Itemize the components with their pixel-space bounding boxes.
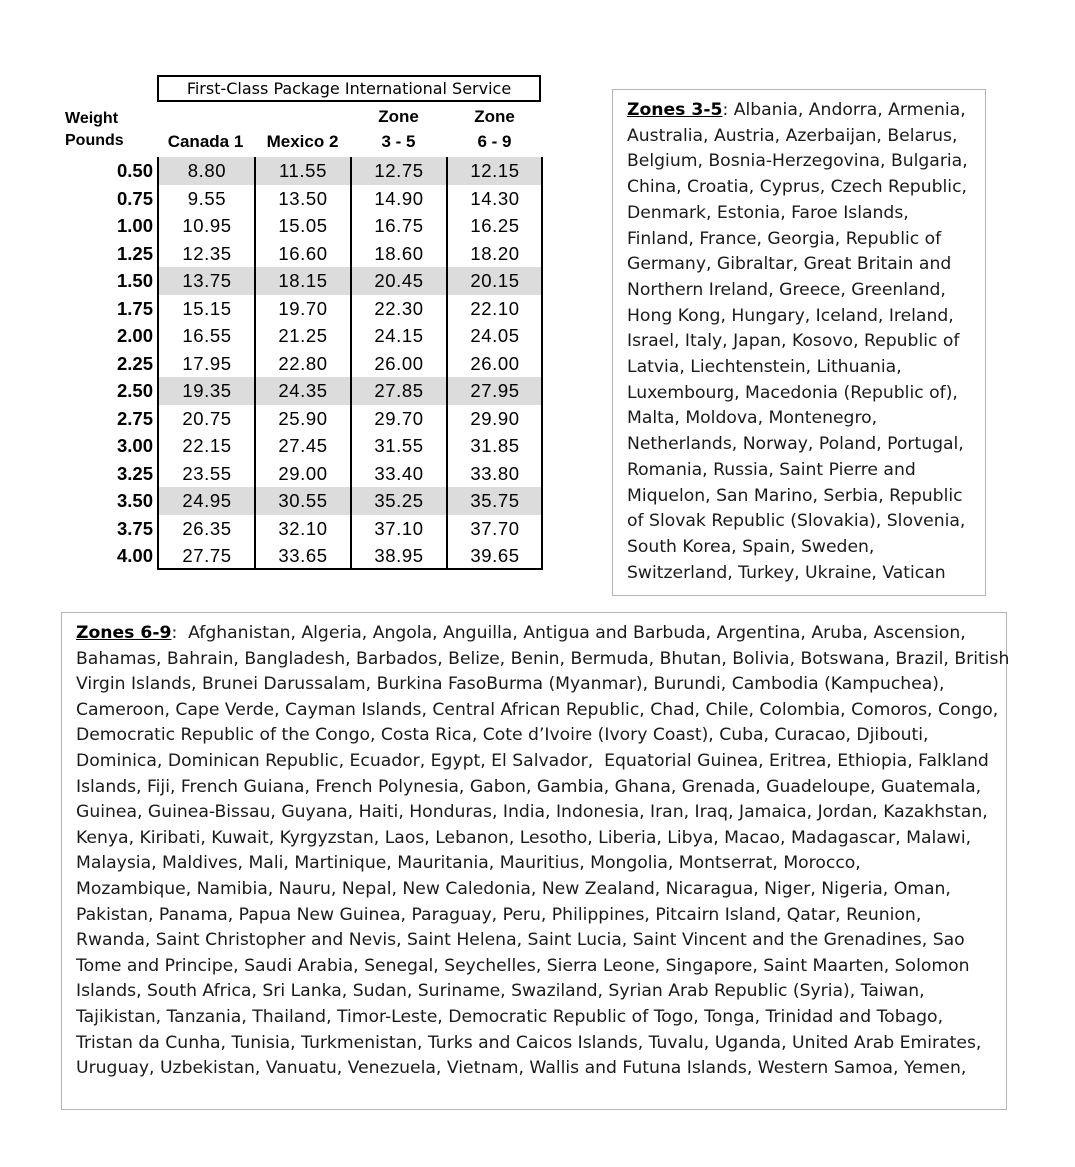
weight-label: 0.50 (116, 160, 153, 181)
zone-country-line: Germany, Gibraltar, Great Britain and (627, 254, 952, 275)
rate-table (157, 157, 543, 570)
rate-cell: 15.05 (278, 215, 328, 236)
rate-cell: 14.30 (470, 187, 520, 209)
zone-country-line (76, 621, 998, 647)
zones-3-5-country-list (627, 98, 977, 586)
rate-cell: 9.55 (187, 187, 227, 209)
rate-cell: 24.95 (182, 490, 232, 511)
rate-cell: 17.95 (182, 352, 232, 374)
rate-cell: 16.25 (470, 215, 520, 236)
zone-country-text: : Afghanistan, Algeria, Angola, Anguilla, Antigua and Barbuda, Argentina, Aruba, Ascension, (171, 623, 966, 643)
column-header-line1: Zone (474, 107, 515, 126)
column-header-line1 (157, 104, 254, 129)
rate-cell: 29.00 (278, 462, 328, 484)
rate-cell: 12.35 (182, 242, 232, 264)
rate-cell: 35.25 (374, 490, 424, 511)
zone-country-line: Islands, South Africa, Sri Lanka, Sudan, Suriname, Swaziland, Syrian Arab Republic (Syria), Taiwan, (76, 981, 925, 1002)
rate-cell: 33.80 (470, 462, 520, 484)
zone-country-line: Latvia, Liechtenstein, Lithuania, (627, 357, 902, 378)
rate-cell: 33.40 (374, 462, 424, 484)
zone-country-line: Tristan da Cunha, Tunisia, Turkmenistan, Turks and Caicos Islands, Tuvalu, Uganda, United Arab Emirates, (76, 1032, 982, 1053)
weight-header-line1: Weight (65, 110, 119, 127)
rate-cell: 30.55 (278, 490, 328, 511)
column-header-line1: Zone (378, 107, 419, 126)
column-header-line1 (254, 104, 351, 129)
rate-cell: 25.90 (278, 407, 328, 429)
zone-country-line: Kenya, Kiribati, Kuwait, Kyrgyzstan, Laos, Lebanon, Lesotho, Liberia, Libya, Macao, Madagascar, Malawi, (76, 827, 972, 848)
zone-country-line (627, 98, 977, 124)
rate-cell: 32.10 (278, 517, 328, 539)
weight-label: 1.00 (116, 215, 153, 236)
rate-cell: 18.15 (278, 270, 328, 291)
rate-cell: 20.15 (470, 270, 520, 291)
rate-cell: 35.75 (470, 490, 520, 511)
rate-cell: 18.20 (470, 242, 520, 264)
zone-country-line: Guinea, Guinea-Bissau, Guyana, Haiti, Honduras, India, Indonesia, Iran, Iraq, Jamaica, Jordan, Kazakhstan, (76, 802, 988, 823)
zone-country-line: Tajikistan, Tanzania, Thailand, Timor-Leste, Democratic Republic of Togo, Tonga, Trinidad and Tobago, (76, 1006, 944, 1027)
rate-cell: 19.35 (182, 380, 232, 401)
zone-country-line: Switzerland, Turkey, Ukraine, Vatican (627, 562, 946, 583)
rate-cell: 27.95 (470, 380, 520, 401)
rate-cell: 13.50 (278, 187, 328, 209)
rate-cell: 24.15 (374, 325, 424, 346)
zone-country-line: Miquelon, San Marino, Serbia, Republic (627, 485, 963, 506)
column-header-line2: Canada 1 (167, 132, 244, 151)
rate-cell: 27.75 (182, 545, 232, 566)
rate-cell: 12.15 (470, 160, 520, 181)
zone-country-line: Democratic Republic of the Congo, Costa Rica, Cote d’Ivoire (Ivory Coast), Cuba, Curacao, Djibouti, (76, 725, 929, 746)
rate-cell: 22.15 (182, 435, 232, 456)
rate-cell: 11.55 (279, 160, 327, 181)
weight-label: 1.50 (116, 270, 153, 291)
rate-cell: 26.35 (182, 517, 232, 539)
weight-label: 2.50 (116, 380, 153, 401)
rate-cell: 13.75 (182, 270, 232, 291)
rate-cell: 29.90 (470, 407, 520, 429)
rate-cell: 21.25 (278, 325, 328, 346)
rate-cell: 26.00 (470, 352, 520, 374)
zone-country-line: Australia, Austria, Azerbaijan, Belarus, (627, 125, 958, 146)
zone-country-line: Cameroon, Cape Verde, Cayman Islands, Central African Republic, Chad, Chile, Colombia, Comoros, Congo, (76, 699, 999, 720)
zone-country-line: Tome and Principe, Saudi Arabia, Senegal, Seychelles, Sierra Leone, Singapore, Saint Maarten, Solomon (76, 955, 970, 976)
zones-6-9-box (61, 612, 1010, 1110)
weight-header-line2: Pounds (65, 132, 124, 149)
zone-country-line: Hong Kong, Hungary, Iceland, Ireland, (627, 305, 954, 326)
rate-cell: 27.85 (374, 380, 424, 401)
weight-label: 3.75 (116, 517, 153, 539)
rate-cell: 31.55 (374, 435, 424, 456)
zone-country-line: Dominica, Dominican Republic, Ecuador, Egypt, El Salvador, Equatorial Guinea, Eritrea, Ethiopia, Falkland (76, 750, 989, 771)
column-header-mexico (254, 104, 351, 154)
rate-cell: 8.80 (187, 160, 227, 181)
column-header-zone-3-5 (350, 104, 447, 154)
rate-cell: 27.45 (278, 435, 328, 456)
rate-cell: 18.60 (374, 242, 424, 264)
zone-country-line: China, Croatia, Cyprus, Czech Republic, (627, 177, 967, 198)
rate-cell: 19.70 (278, 297, 328, 319)
column-header-line2: 6 - 9 (477, 132, 512, 151)
rate-cell: 15.15 (182, 297, 232, 319)
weight-label: 2.75 (116, 407, 153, 429)
column-divider (446, 157, 448, 568)
weight-label: 4.00 (116, 545, 153, 566)
weight-label: 2.00 (116, 325, 153, 346)
column-header-line2: Mexico 2 (266, 132, 339, 151)
rate-cell: 12.75 (374, 160, 424, 181)
zone-label: Zones 3-5 (627, 100, 723, 120)
rate-cell: 24.35 (278, 380, 328, 401)
rate-cell: 16.75 (374, 215, 424, 236)
zone-country-line: Rwanda, Saint Christopher and Nevis, Saint Helena, Saint Lucia, Saint Vincent and the Grenadines, Sao (76, 930, 965, 951)
rate-cell: 38.95 (374, 545, 424, 566)
zones-6-9-country-list (76, 621, 1010, 1082)
rate-cell: 22.30 (374, 297, 424, 319)
column-header-zone-6-9 (446, 104, 543, 154)
rate-cell: 14.90 (374, 187, 424, 209)
rate-cell: 39.65 (470, 545, 520, 566)
weight-label: 1.25 (116, 242, 153, 264)
zone-country-line: Northern Ireland, Greece, Greenland, (627, 279, 946, 300)
weight-label: 2.25 (116, 352, 153, 374)
rate-cell: 26.00 (374, 352, 424, 374)
zone-country-line: Malta, Moldova, Montenegro, (627, 408, 878, 429)
zone-country-line: South Korea, Spain, Sweden, (627, 536, 875, 557)
weight-label: 3.00 (116, 435, 153, 456)
rate-cell: 29.70 (374, 407, 424, 429)
zone-country-line: Malaysia, Maldives, Mali, Martinique, Mauritania, Mauritius, Mongolia, Montserrat, Morocco, (76, 853, 861, 874)
zone-country-line: Romania, Russia, Saint Pierre and (627, 459, 916, 480)
rate-cell: 22.80 (278, 352, 328, 374)
table-title: First-Class Package International Service (157, 75, 541, 102)
zone-country-line: Pakistan, Panama, Papua New Guinea, Paraguay, Peru, Philippines, Pitcairn Island, Qatar, Reunion, (76, 904, 922, 925)
zones-3-5-box (612, 89, 986, 596)
weight-label: 3.50 (116, 490, 153, 511)
zone-country-line: Israel, Italy, Japan, Kosovo, Republic of (627, 331, 960, 352)
zone-country-line: of Slovak Republic (Slovakia), Slovenia, (627, 511, 966, 532)
zone-country-line: Uruguay, Uzbekistan, Vanuatu, Venezuela, Vietnam, Wallis and Futuna Islands, Western Samoa, Yemen, (76, 1058, 967, 1079)
zone-label: Zones 6-9 (76, 623, 172, 643)
weight-label: 0.75 (116, 187, 153, 209)
zone-country-line: Luxembourg, Macedonia (Republic of), (627, 382, 958, 403)
zone-country-line: Virgin Islands, Brunei Darussalam, Burkina FasoBurma (Myanmar), Burundi, Cambodia (Kampuchea), (76, 674, 945, 695)
column-divider (254, 157, 256, 568)
weight-label: 3.25 (116, 462, 153, 484)
rate-cell: 37.70 (470, 517, 520, 539)
zone-country-text: : Albania, Andorra, Armenia, (722, 100, 966, 120)
zone-country-line: Finland, France, Georgia, Republic of (627, 228, 942, 249)
zone-country-line: Islands, Fiji, French Guiana, French Polynesia, Gabon, Gambia, Ghana, Grenada, Guadeloupe, Guatemala, (76, 776, 982, 797)
rate-cell: 10.95 (182, 215, 232, 236)
column-header-line2: 3 - 5 (381, 132, 416, 151)
rate-cell: 16.55 (182, 325, 232, 346)
zone-country-line: Belgium, Bosnia-Herzegovina, Bulgaria, (627, 151, 968, 172)
weight-column-header (65, 108, 124, 152)
rate-cell: 20.75 (182, 407, 232, 429)
zone-country-line: Mozambique, Namibia, Nauru, Nepal, New Caledonia, New Zealand, Nicaragua, Niger, Nigeria, Oman, (76, 878, 951, 899)
column-divider (350, 157, 352, 568)
column-header-canada (157, 104, 254, 154)
rate-cell: 33.65 (278, 545, 328, 566)
zone-country-line: Denmark, Estonia, Faroe Islands, (627, 202, 909, 223)
rate-cell: 16.60 (278, 242, 328, 264)
rate-cell: 24.05 (470, 325, 520, 346)
weight-label: 1.75 (116, 297, 153, 319)
rate-cell: 20.45 (374, 270, 424, 291)
rate-cell: 23.55 (182, 462, 232, 484)
rate-cell: 22.10 (470, 297, 520, 319)
rate-cell: 31.85 (470, 435, 520, 456)
rate-cell: 37.10 (374, 517, 424, 539)
zone-country-line: Netherlands, Norway, Poland, Portugal, (627, 434, 964, 455)
zone-country-line: Bahamas, Bahrain, Bangladesh, Barbados, Belize, Benin, Bermuda, Bhutan, Bolivia, Botswana, Brazil, British (76, 648, 1010, 669)
